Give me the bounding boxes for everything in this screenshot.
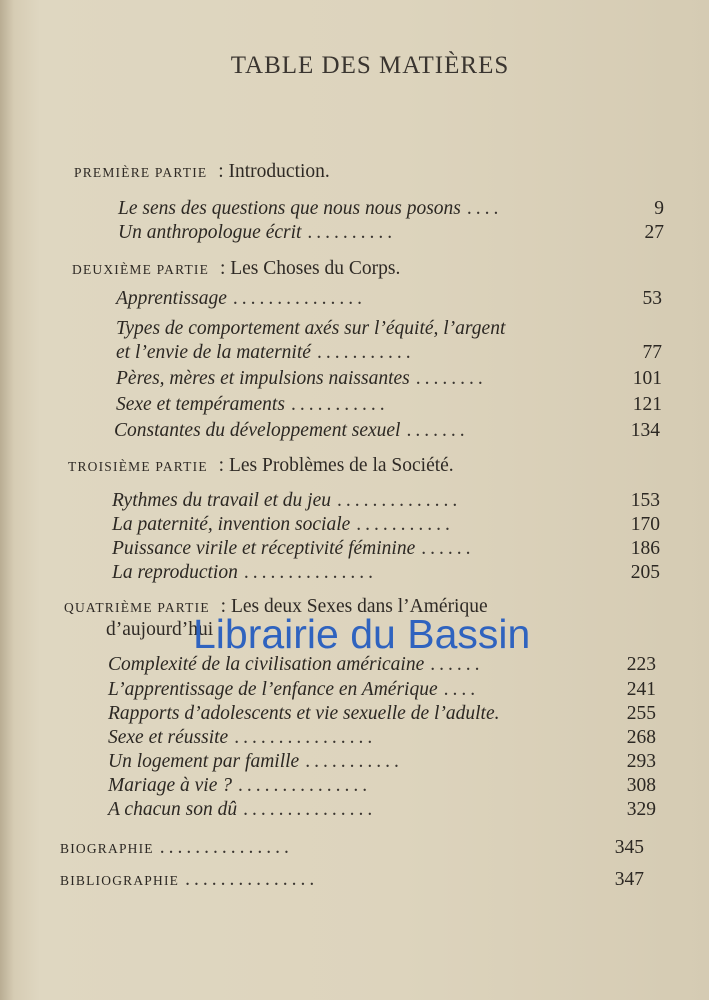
entry-label: A chacun son dû <box>108 799 238 820</box>
page-number: 347 <box>614 869 644 890</box>
entry-label: Puissance virile et réceptivité féminine <box>112 538 416 559</box>
toc-entry <box>116 342 662 364</box>
leader-dots: .... <box>443 679 480 700</box>
part-separator: : <box>218 455 225 476</box>
page-number: 345 <box>614 837 644 858</box>
toc-entry <box>118 222 664 244</box>
entry-label: L’apprentissage de l’enfance en Amérique <box>108 679 438 700</box>
leader-dots: ........ <box>415 368 487 389</box>
leader-dots: ................ <box>234 727 377 748</box>
leader-dots: ........... <box>305 751 403 772</box>
entry-label: Apprentissage <box>116 288 227 309</box>
page-number: 186 <box>630 538 660 559</box>
leader-dots: ...... <box>430 654 484 675</box>
page-title: TABLE DES MATIÈRES <box>230 52 510 79</box>
part-title: Les Problèmes de la Société. <box>228 455 454 476</box>
leader-dots: ............... <box>238 775 372 796</box>
page-number: 293 <box>626 751 656 772</box>
entry-label: Sexe et réussite <box>108 727 229 748</box>
entry-label-line2: et l’envie de la maternité <box>116 342 311 363</box>
leader-dots: ........... <box>356 514 454 535</box>
entry-label: Complexité de la civilisation américaine <box>108 654 425 675</box>
entry-label: Mariage à vie ? <box>108 775 233 796</box>
toc-entry <box>108 751 656 773</box>
page-number: 77 <box>642 342 662 363</box>
leader-dots: ............... <box>159 837 293 858</box>
part-heading-1 <box>74 161 330 183</box>
leader-dots: ............... <box>232 288 366 309</box>
page-number: 27 <box>644 222 664 243</box>
leader-dots: ............... <box>185 869 319 890</box>
leader-dots: ........... <box>316 342 415 363</box>
toc-entry <box>112 562 660 584</box>
part-title-continued: d’aujourd’hui <box>106 619 214 640</box>
part-label: TROISIÈME PARTIE <box>68 459 208 474</box>
watermark: Librairie du Bassin <box>193 611 531 657</box>
entry-label: Un logement par famille <box>108 751 300 772</box>
toc-entry <box>108 727 656 749</box>
part-heading-3 <box>68 455 454 477</box>
entry-label: Le sens des questions que nous nous posons <box>118 198 461 219</box>
toc-entry <box>114 420 660 442</box>
toc-entry <box>116 368 662 390</box>
leader-dots: .... <box>466 198 503 219</box>
part-title: Les deux Sexes dans l’Amérique <box>230 596 488 617</box>
entry-label: Rythmes du travail et du jeu <box>112 490 331 511</box>
part-label: PREMIÈRE PARTIE <box>74 165 208 180</box>
page-number: 9 <box>654 198 664 219</box>
toc-entry-bibliography <box>60 869 644 891</box>
page-number: 241 <box>626 679 656 700</box>
leader-dots: ............... <box>243 799 377 820</box>
toc-entry <box>108 775 656 797</box>
leader-dots: .......... <box>307 222 397 243</box>
part-label: QUATRIÈME PARTIE <box>64 600 210 615</box>
page-number: 308 <box>626 775 656 796</box>
part-label: DEUXIÈME PARTIE <box>72 262 210 277</box>
page-number: 205 <box>630 562 660 583</box>
toc-entry <box>116 394 662 416</box>
page-number: 329 <box>626 799 656 820</box>
toc-entry <box>108 679 656 701</box>
entry-label: Pères, mères et impulsions naissantes <box>116 368 410 389</box>
entry-label: La paternité, invention sociale <box>112 514 351 535</box>
part-heading-2 <box>72 258 400 280</box>
toc-entry <box>112 490 660 512</box>
page-number: 134 <box>630 420 660 441</box>
entry-label-line1: Types de comportement axés sur l’équité, l’argent <box>116 318 506 339</box>
toc-entry <box>112 514 660 536</box>
toc-entry <box>108 799 656 821</box>
entry-label: La reproduction <box>112 562 238 583</box>
toc-entry <box>108 703 656 725</box>
entry-label: Constantes du développement sexuel <box>114 420 401 441</box>
leader-dots: ............... <box>243 562 377 583</box>
page-number: 101 <box>632 368 662 389</box>
entry-label: BIBLIOGRAPHIE <box>60 873 180 888</box>
entry-label: Rapports d’adolescents et vie sexuelle de l’adulte. <box>108 703 500 724</box>
toc-entry <box>112 538 660 560</box>
page-number: 121 <box>632 394 662 415</box>
entry-label: Sexe et tempéraments <box>116 394 285 415</box>
toc-entry-biography <box>60 837 644 859</box>
page-number: 53 <box>642 288 662 309</box>
page-number: 170 <box>630 514 660 535</box>
leader-dots: ...... <box>421 538 475 559</box>
part-separator: : <box>220 596 227 617</box>
leader-dots: .............. <box>336 490 462 511</box>
part-separator: : <box>219 258 226 279</box>
part-title: Les Choses du Corps. <box>230 258 401 279</box>
leader-dots: ........... <box>290 394 389 415</box>
page-number: 153 <box>630 490 660 511</box>
page-number: 255 <box>626 703 656 724</box>
toc-entry <box>118 198 664 220</box>
page-number: 223 <box>626 654 656 675</box>
entry-label: Un anthropologue écrit <box>118 222 302 243</box>
leader-dots: ....... <box>406 420 469 441</box>
part-title: Introduction. <box>228 161 330 182</box>
page-number: 268 <box>626 727 656 748</box>
toc-entry <box>116 288 662 310</box>
entry-label: BIOGRAPHIE <box>60 841 154 856</box>
toc-entry <box>108 654 656 676</box>
part-separator: : <box>218 161 224 182</box>
